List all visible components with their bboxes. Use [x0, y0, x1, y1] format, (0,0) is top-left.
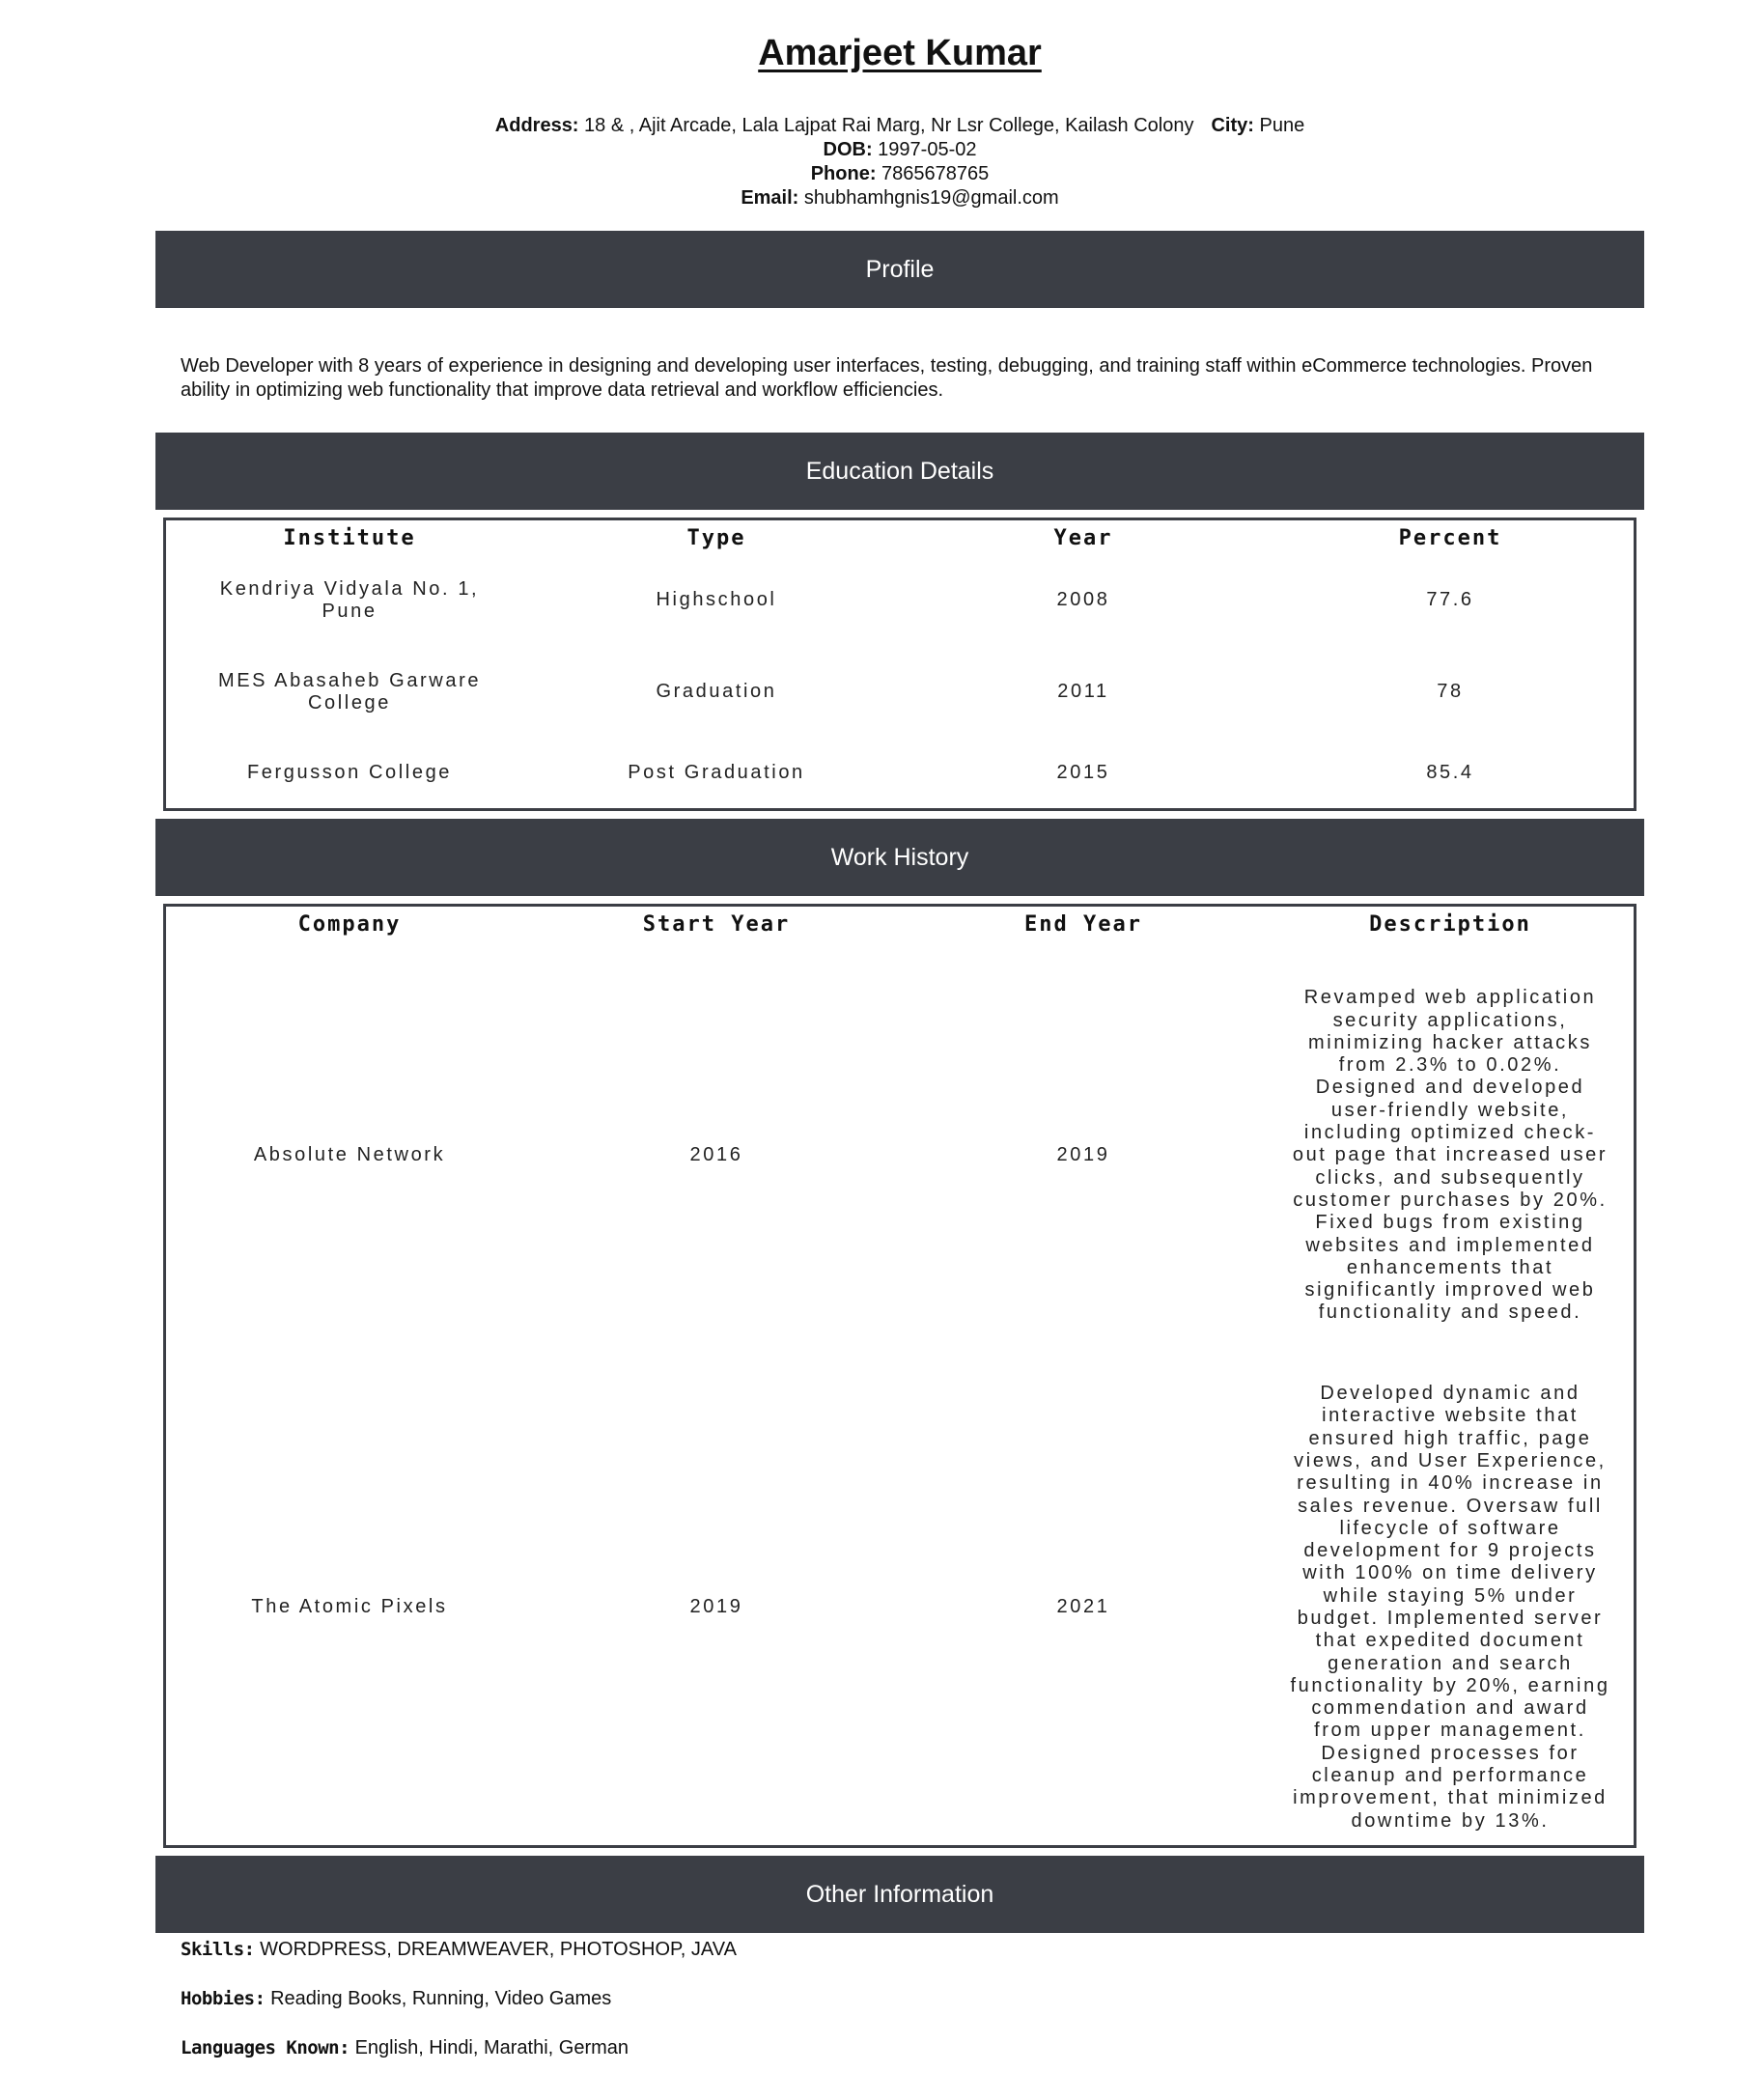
- description-cell: Revamped web application security applications, minimizing hacker attacks from 2.3% to 0.02%. Designed and developed user-friendly website, including optimized check-out page that increased user clicks, and subsequently customer purchases by 20%. Fixed bugs from existing websites and implemented enhancements that significantly improved web functionality and speed.: [1292, 987, 1608, 1324]
- education-section-header: Education Details: [155, 433, 1644, 510]
- end-year-cell: 2021: [1056, 1596, 1110, 1618]
- phone-line: [155, 162, 1644, 186]
- hobbies-label: Hobbies:: [181, 1988, 266, 2009]
- profile-section-header: Profile: [155, 231, 1644, 308]
- skills-label: Skills:: [181, 1939, 255, 1960]
- education-col-type: Type: [686, 525, 746, 550]
- profile-summary: Web Developer with 8 years of experience in designing and developing user interfaces, testing, debugging, and training staff within eCommerce technologies. Proven ability in optimizing web functionality that improve data retrieval and workflow efficiencies.: [181, 355, 1593, 401]
- languages-row: [181, 2036, 1619, 2060]
- percent-cell: 77.6: [1426, 589, 1474, 611]
- resume-page: [155, 0, 1644, 2060]
- education-col-year: Year: [1053, 525, 1113, 550]
- type-cell: Graduation: [656, 681, 777, 703]
- skills-value: WORDPRESS, DREAMWEAVER, PHOTOSHOP, JAVA: [260, 1939, 737, 1960]
- institute-cell: Kendriya Vidyala No. 1, Pune: [219, 577, 480, 622]
- hobbies-value: Reading Books, Running, Video Games: [270, 1988, 612, 2009]
- email-value: shubhamhgnis19@gmail.com: [803, 187, 1059, 209]
- dob-label: DOB:: [823, 139, 873, 160]
- work-section-header: Work History: [155, 819, 1644, 896]
- other-info-section-header: Other Information: [155, 1856, 1644, 1933]
- education-table: [166, 520, 1634, 808]
- phone-label: Phone:: [810, 163, 877, 184]
- city-label: City:: [1211, 115, 1254, 136]
- work-table: [166, 907, 1634, 1845]
- year-cell: 2011: [1057, 681, 1109, 703]
- dob-line: [155, 138, 1644, 162]
- education-table-box: [163, 518, 1636, 811]
- work-col-description: Description: [1369, 911, 1531, 937]
- table-row: [166, 739, 1634, 808]
- table-row: [166, 941, 1634, 1370]
- dob-value: 1997-05-02: [878, 139, 977, 160]
- education-header-row: [166, 520, 1634, 555]
- type-cell: Post Graduation: [628, 762, 805, 784]
- hobbies-row: [181, 1987, 1619, 2011]
- institute-cell: MES Abasaheb Garware College: [217, 669, 482, 714]
- candidate-name: Amarjeet Kumar: [758, 33, 1042, 73]
- percent-cell: 85.4: [1426, 762, 1474, 784]
- table-row: [166, 555, 1634, 646]
- start-year-cell: 2016: [689, 1144, 743, 1166]
- work-col-start-year: Start Year: [642, 911, 791, 937]
- year-cell: 2015: [1056, 762, 1110, 784]
- work-header-row: [166, 907, 1634, 941]
- work-col-company: Company: [297, 911, 402, 937]
- education-col-institute: Institute: [283, 525, 416, 550]
- year-cell: 2008: [1056, 589, 1110, 611]
- email-line: [155, 186, 1644, 210]
- company-cell: Absolute Network: [253, 1144, 446, 1166]
- address-value: 18 & , Ajit Arcade, Lala Lajpat Rai Marg, Nr Lsr College, Kailash Colony: [584, 115, 1194, 136]
- type-cell: Highschool: [656, 589, 777, 611]
- table-row: [166, 1370, 1634, 1845]
- table-row: [166, 646, 1634, 739]
- address-line: [155, 114, 1644, 138]
- percent-cell: 78: [1437, 681, 1464, 703]
- education-col-percent: Percent: [1398, 525, 1502, 550]
- institute-cell: Fergusson College: [246, 762, 453, 784]
- work-table-box: [163, 904, 1636, 1848]
- end-year-cell: 2019: [1056, 1144, 1110, 1166]
- contact-block: [155, 114, 1644, 210]
- start-year-cell: 2019: [689, 1596, 743, 1618]
- languages-label: Languages Known:: [181, 2037, 350, 2058]
- skills-row: [181, 1938, 1619, 1962]
- other-info-block: [155, 1938, 1644, 2060]
- phone-value: 7865678765: [881, 163, 990, 184]
- email-label: Email:: [741, 187, 799, 209]
- work-col-end-year: End Year: [1024, 911, 1142, 937]
- languages-value: English, Hindi, Marathi, German: [354, 2037, 629, 2058]
- city-value: Pune: [1259, 115, 1305, 136]
- company-cell: The Atomic Pixels: [251, 1596, 448, 1618]
- address-label: Address:: [494, 115, 579, 136]
- description-cell: Developed dynamic and interactive website that ensured high traffic, page views, and User Experience, resulting in 40% increase in sales revenue. Oversaw full lifecycle of software development for 9 projects with 100% on time delivery while staying 5% under budget. Implemented server that expedited document generation and search functionality by 20%, earning commendation and award from upper management. Designed processes for cleanup and performance improvement, that minimized downtime by 13%.: [1290, 1383, 1610, 1832]
